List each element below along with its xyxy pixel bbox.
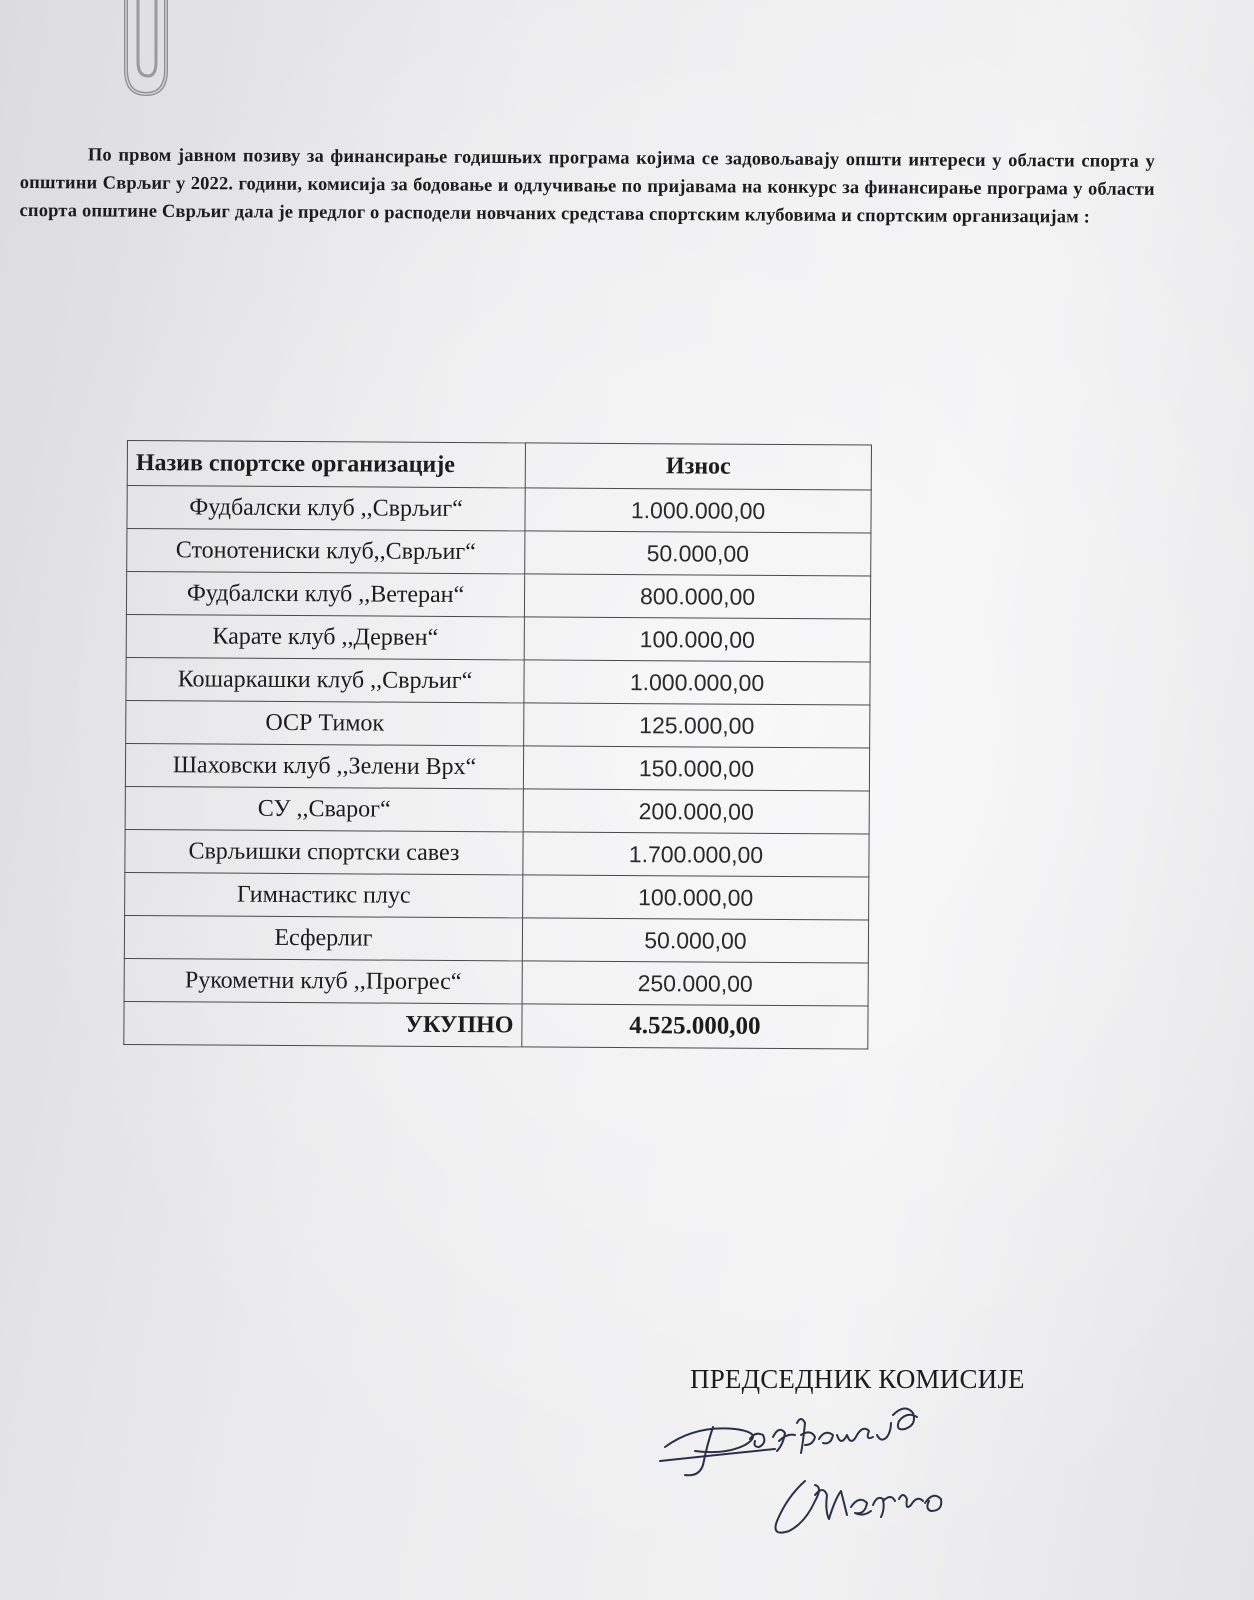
- table-row: [126, 700, 870, 748]
- table-row: [125, 829, 869, 877]
- amount-value: 1.000.000,00: [525, 488, 871, 533]
- amount-value: 100.000,00: [524, 617, 870, 662]
- organization-name: Есферлиг: [124, 915, 522, 960]
- table-row: [125, 786, 869, 834]
- amount-value: 1.000.000,00: [524, 660, 870, 705]
- table-row: [127, 486, 871, 534]
- intro-paragraph: По првом јавном позиву за финансирање годишњих програма којима се задовољавају општи интереси у области спорта у општини Сврљиг у 2022. години, комисија за бодовање и одлучивање по пријавама на конкурс за финансирање програма у области спорта општине Сврљиг дала је предлог о расподели новчаних средстава спортским клубовима и спортским организацијам :: [19, 144, 1155, 228]
- organization-name: Гимнастикс плус: [125, 872, 523, 917]
- organization-name: Шаховски клуб ,,Зелени Врх“: [125, 743, 523, 788]
- amount-value: 125.000,00: [524, 703, 870, 748]
- table-row: [126, 657, 870, 705]
- organization-name: Стонотениски клуб,,Сврљиг“: [127, 529, 525, 574]
- organization-name: Фудбалски клуб ,,Ветеран“: [126, 572, 524, 617]
- table-row: [124, 915, 868, 963]
- amount-value: 1.700.000,00: [523, 832, 869, 877]
- organization-name: Карате клуб ,,Дервен“: [126, 614, 524, 659]
- paperclip-icon: [108, 0, 178, 110]
- organization-name: Сврљишки спортски савез: [125, 829, 523, 874]
- handwritten-signature: [655, 1395, 985, 1555]
- table-header-row: [127, 441, 871, 491]
- signature-title: ПРЕДСЕДНИК КОМИСИЈЕ: [690, 1364, 1025, 1394]
- table-row: [125, 743, 869, 791]
- amount-value: 200.000,00: [523, 789, 869, 834]
- organization-name: Рукометни клуб ,,Прогрес“: [124, 958, 522, 1003]
- organization-name: СУ ,,Сварог“: [125, 786, 523, 831]
- table-row: [127, 529, 871, 577]
- table-row: [124, 958, 868, 1006]
- table-row: [126, 572, 870, 620]
- column-header-organization: Назив спортске организације: [127, 441, 525, 488]
- amount-value: 150.000,00: [523, 746, 869, 791]
- total-label: УКУПНО: [124, 1001, 522, 1046]
- organization-name: ОСР Тимок: [126, 700, 524, 745]
- amount-value: 250.000,00: [522, 961, 868, 1006]
- table-row: [126, 614, 870, 662]
- amount-value: 800.000,00: [524, 574, 870, 619]
- organization-name: Фудбалски клуб ,,Сврљиг“: [127, 486, 525, 531]
- total-row: [124, 1001, 868, 1049]
- amount-value: 50.000,00: [525, 531, 871, 576]
- amount-value: 100.000,00: [523, 875, 869, 920]
- allocation-table: [123, 440, 872, 1050]
- amount-value: 50.000,00: [522, 918, 868, 963]
- organization-name: Кошаркашки клуб ,,Сврљиг“: [126, 657, 524, 702]
- total-amount: 4.525.000,00: [522, 1004, 868, 1049]
- column-header-amount: Износ: [525, 443, 871, 490]
- table-row: [125, 872, 869, 920]
